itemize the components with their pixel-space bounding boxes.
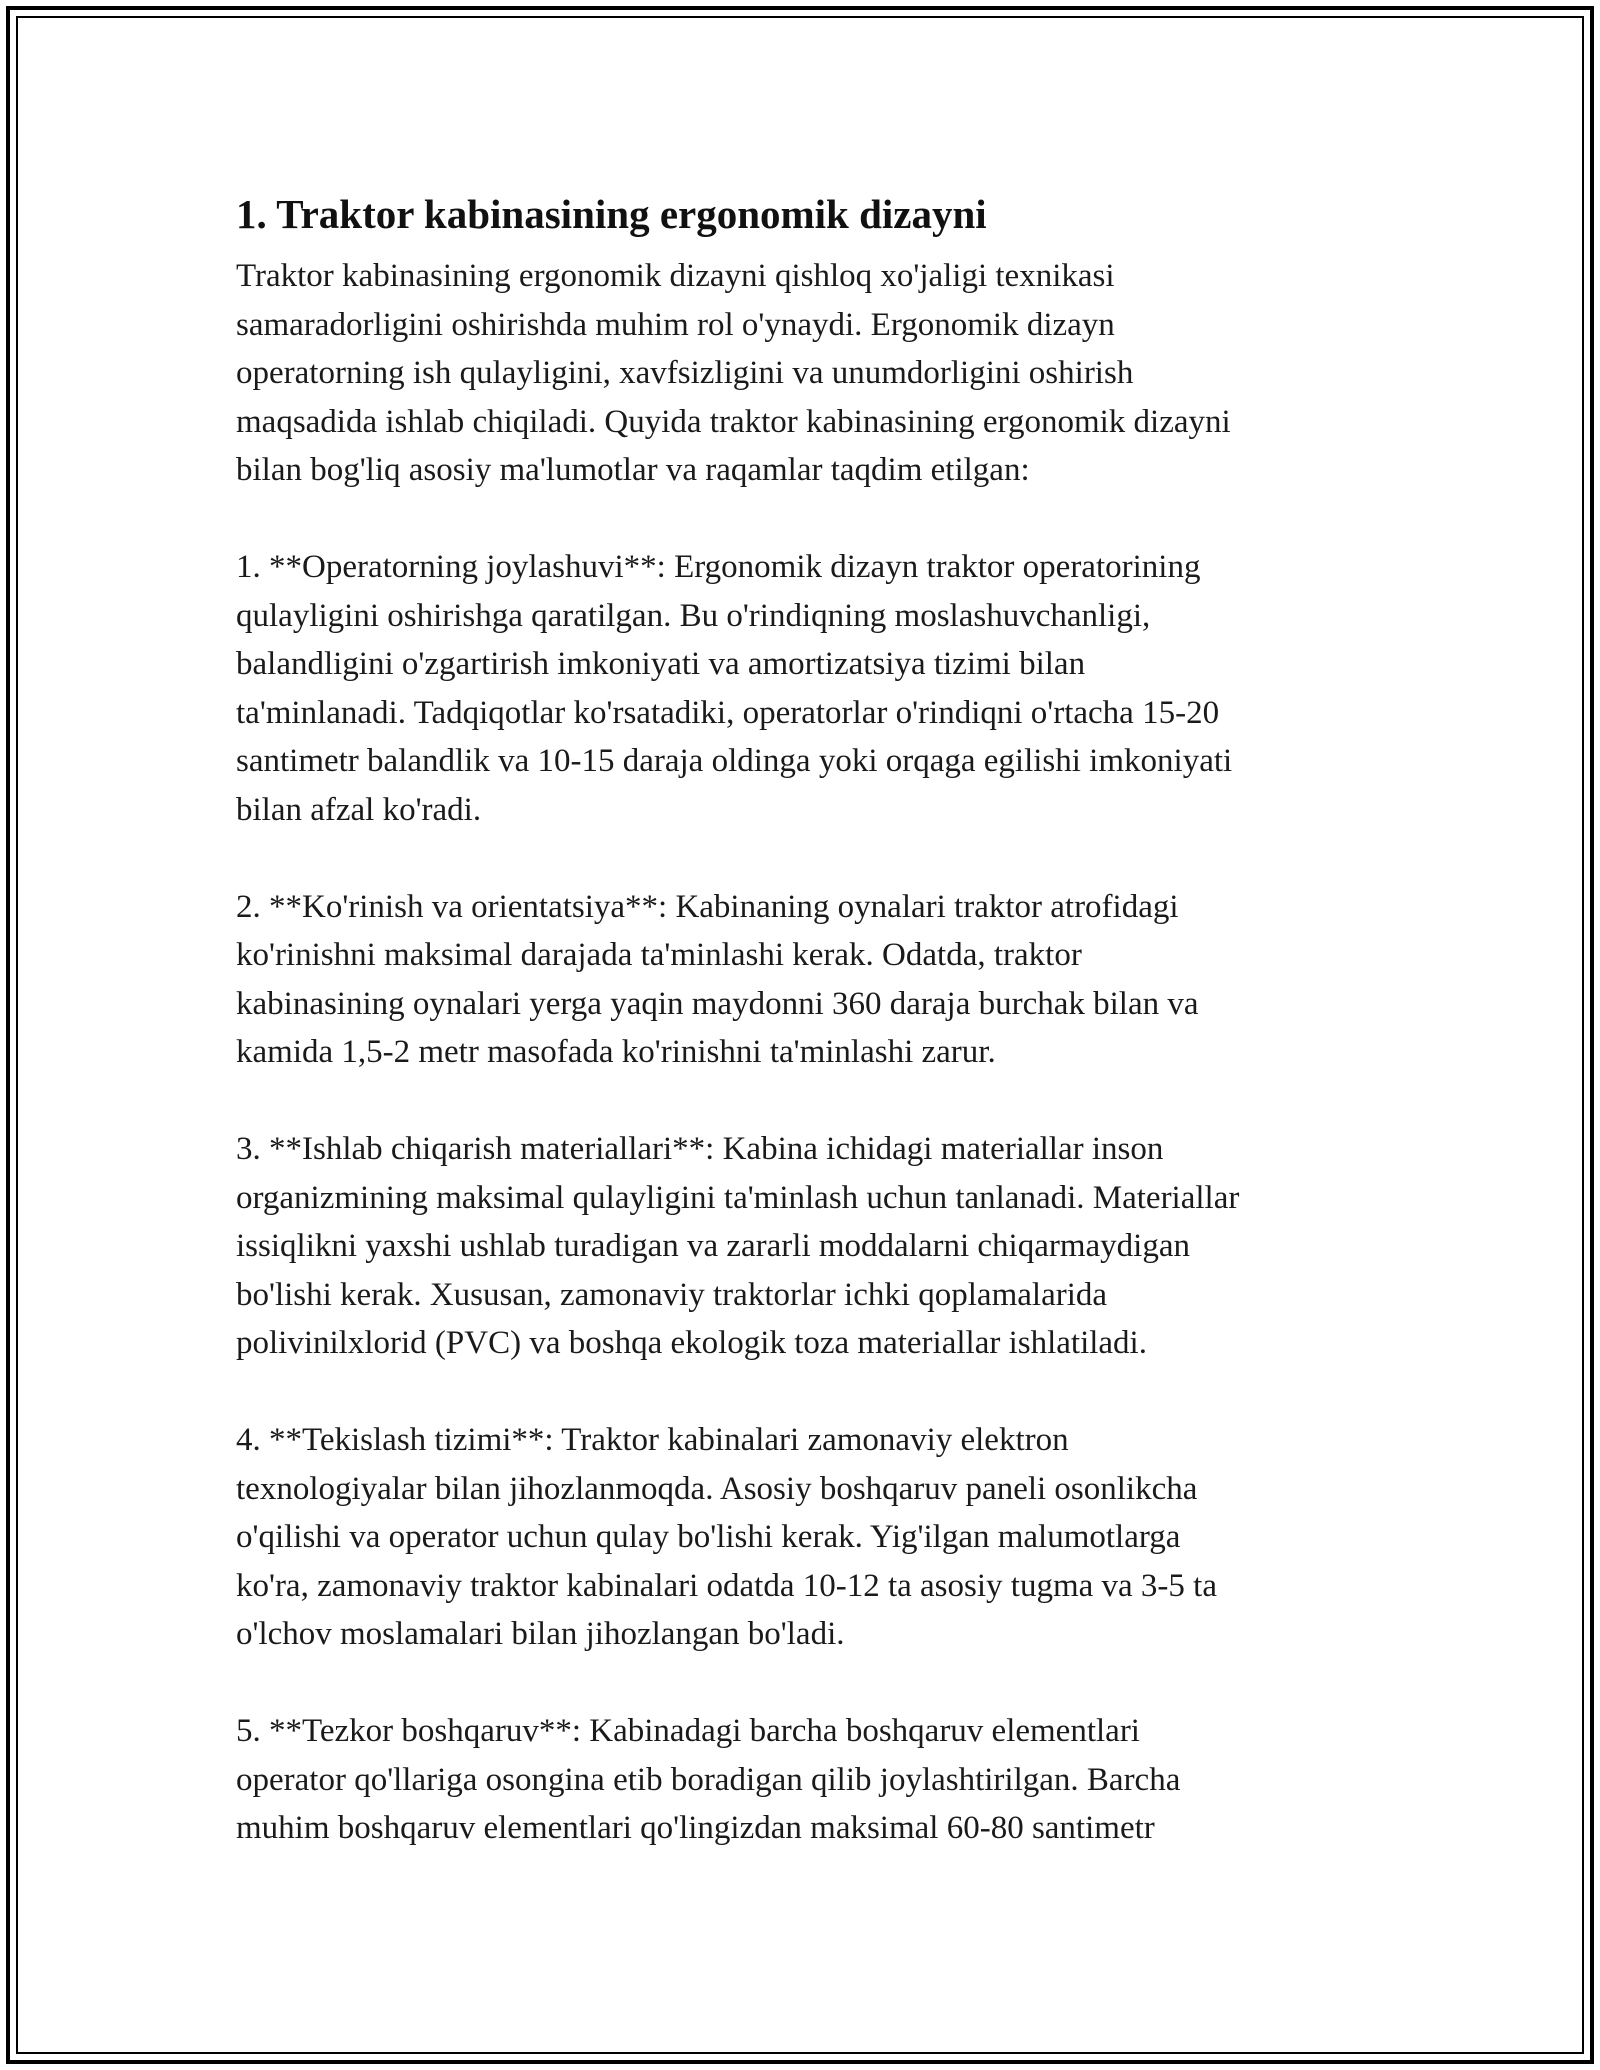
paragraph-materials: 3. **Ishlab chiqarish materiallari**: Kabina ichidagi materiallar inson organizmining maksimal qulayligini ta'minlash uchun tanlanadi. Materiallar issiqlikni yaxshi ushlab turadigan va zararli moddalarni chiqarmaydigan bo'lishi kerak. Xususan, zamonaviy traktorlar ichki qoplamalarida polivinilxlorid (PVC) va boshqa ekologik toza materiallar ishlatiladi. [236,1131,1240,1361]
intro-paragraph: Traktor kabinasining ergonomik dizayni qishloq xo'jaligi texnikasi samaradorligini oshirishda muhim rol o'ynaydi. Ergonomik dizayn operatorning ish qulayligini, xavfsizligini va unumdorligini oshirish maqsadida ishlab chiqiladi. Quyida traktor kabinasining ergonomik dizayni bilan bog'liq asosiy ma'lumotlar va raqamlar taqdim etilgan: [236,258,1231,488]
paragraph-quick-control: 5. **Tezkor boshqaruv**: Kabinadagi barcha boshqaruv elementlari operator qo'llariga osongina etib boradigan qilib joylashtirilgan. Barcha muhim boshqaruv elementlari qo'lingizdan maksimal 60-80 santimetr [236,1713,1181,1846]
paragraph-control-system: 4. **Tekislash tizimi**: Traktor kabinalari zamonaviy elektron texnologiyalar bilan jihozlanmoqda. Asosiy boshqaruv paneli osonlikcha o'qilishi va operator uchun qulay bo'lishi kerak. Yig'ilgan malumotlarga ko'ra, zamonaviy traktor kabinalari odatda 10-12 ta asosiy tugma va 3-5 ta o'lchov moslamalari bilan jihozlangan bo'ladi. [236,1422,1217,1652]
paragraph-visibility: 2. **Ko'rinish va orientatsiya**: Kabinaning oynalari traktor atrofidagi ko'rinishni maksimal darajada ta'minlashi kerak. Odatda, traktor kabinasining oynalari yerga yaqin maydonni 360 daraja burchak bilan va kamida 1,5-2 metr masofada ko'rinishni ta'minlashi zarur. [236,888,1199,1070]
document-title: 1. Traktor kabinasining ergonomik dizayni [236,191,987,237]
document-body [236,186,1366,1853]
paragraph-operator-position: 1. **Operatorning joylashuvi**: Ergonomik dizayn traktor operatorining qulayligini oshirishga qaratilgan. Bu o'rindiqning moslashuvchanligi, balandligini o'zgartirish imkoniyati va amortizatsiya tizimi bilan ta'minlanadi. Tadqiqotlar ko'rsatadiki, operatorlar o'rindiqni o'rtacha 15-20 santimetr balandlik va 10-15 daraja oldinga yoki orqaga egilishi imkoniyati bilan afzal ko'radi. [236,549,1233,828]
